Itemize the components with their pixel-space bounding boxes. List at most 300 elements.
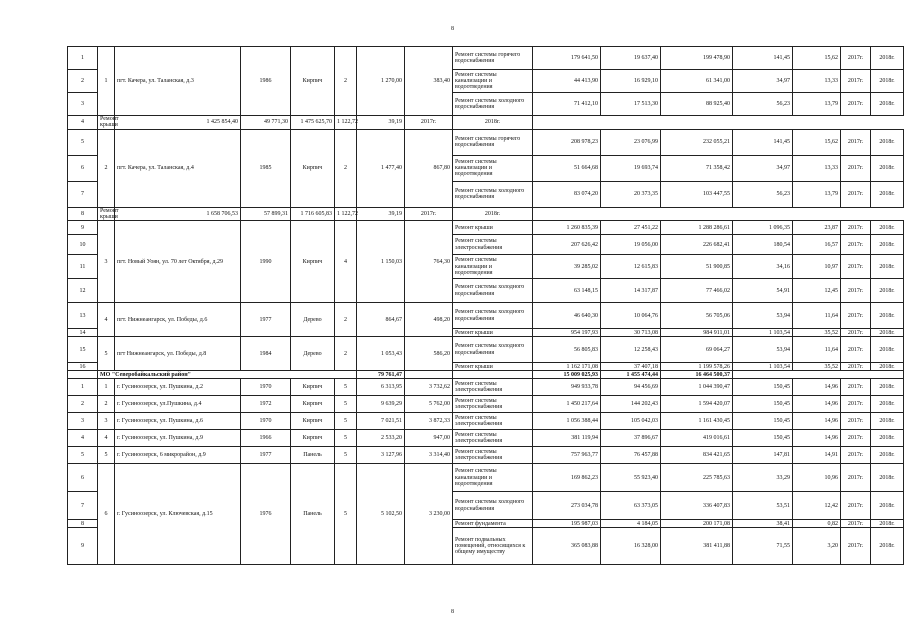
cost-3: 1 594 420,07 (661, 396, 733, 413)
cost-1: 1 658 706,53 (115, 207, 241, 221)
floors: 5 (335, 413, 357, 430)
cost-2: 23 076,99 (601, 129, 661, 155)
total-area: 1 150,03 (357, 221, 405, 303)
cost-3: 71 358,42 (661, 155, 733, 181)
row-number: 6 (68, 155, 98, 181)
work-type: Ремонт системы канализации и водоотведения (453, 255, 533, 279)
total-area: 9 639,29 (357, 396, 405, 413)
row-number: 2 (68, 396, 98, 413)
cost-1: 51 664,68 (533, 155, 601, 181)
cost-2: 19 637,40 (601, 47, 661, 70)
year-start: 2017г. (841, 221, 871, 235)
house-number: 4 (98, 430, 115, 447)
work-type: Ремонт системы канализации и водоотведения (453, 155, 533, 181)
row-number: 8 (68, 207, 98, 221)
row-number: 8 (68, 520, 98, 528)
row-number: 3 (68, 413, 98, 430)
total-area: 5 102,50 (357, 464, 405, 565)
year-end: 2018г. (871, 528, 904, 565)
build-year: 1984 (241, 337, 291, 371)
unit-cost-2: 14,96 (793, 413, 841, 430)
cost-2: 19 056,00 (601, 235, 661, 255)
cost-3: 200 171,08 (661, 520, 733, 528)
wall-material: Панель (291, 464, 335, 565)
house-number: 5 (98, 337, 115, 371)
unit-cost-2: 14,96 (793, 379, 841, 396)
year-start: 2017г. (405, 207, 453, 221)
unit-cost-2: 11,64 (793, 303, 841, 329)
cost-3: 232 055,21 (661, 129, 733, 155)
house-address: г. Гусиноозерск, ул.Пушкина, д.4 (115, 396, 241, 413)
row-number: 14 (68, 329, 98, 337)
cost-2: 19 693,74 (601, 155, 661, 181)
unit-cost-2: 16,57 (793, 235, 841, 255)
unit-cost-2: 23,87 (793, 221, 841, 235)
row-number: 5 (68, 447, 98, 464)
year-start: 2017г. (841, 337, 871, 363)
unit-cost-2: 35,52 (793, 329, 841, 337)
unit-cost-2: 13,33 (793, 155, 841, 181)
cost-3: 336 407,83 (661, 492, 733, 520)
build-year: 1972 (241, 396, 291, 413)
year-start: 2017г. (841, 492, 871, 520)
house-address: г. Гусиноозерск, 6 микрорайон, д.9 (115, 447, 241, 464)
cell-empty (405, 371, 453, 379)
table-row (68, 116, 904, 130)
house-address: пгт. Качера, ул. Таланская, д.4 (115, 129, 241, 207)
year-end: 2018г. (871, 379, 904, 396)
cost-1: 83 074,20 (533, 181, 601, 207)
cost-3: 1 044 390,47 (661, 379, 733, 396)
table-row (68, 47, 904, 70)
unit-cost-1: 141,45 (733, 47, 793, 70)
table-row (68, 396, 904, 413)
unit-cost-1: 147,81 (733, 447, 793, 464)
unit-cost-2: 11,64 (793, 337, 841, 363)
unit-cost-1: 56,23 (733, 181, 793, 207)
unit-cost-1: 33,29 (733, 464, 793, 492)
cost-3: 1 161 430,45 (661, 413, 733, 430)
house-address: г. Гусиноозерск, ул. Ключевская, д.15 (115, 464, 241, 565)
floors: 5 (335, 379, 357, 396)
year-end: 2018г. (871, 520, 904, 528)
house-number: 5 (98, 447, 115, 464)
cost-2: 55 923,40 (601, 464, 661, 492)
year-end: 2018г. (871, 155, 904, 181)
row-number: 4 (68, 430, 98, 447)
total-area: 1 270,00 (357, 47, 405, 116)
year-end: 2018г. (453, 116, 533, 130)
year-end: 2018г. (871, 221, 904, 235)
unit-cost-1: 53,94 (733, 303, 793, 329)
cost-1: 273 034,78 (533, 492, 601, 520)
unit-cost-1: 34,16 (733, 255, 793, 279)
year-start: 2017г. (841, 329, 871, 337)
build-year: 1977 (241, 447, 291, 464)
cost-3: 88 925,40 (661, 93, 733, 116)
work-type: Ремонт крыши (98, 116, 115, 130)
cost-2: 94 456,69 (601, 379, 661, 396)
year-start: 2017г. (841, 379, 871, 396)
unit-cost-1: 1 122,72 (335, 207, 357, 221)
unit-cost-1: 150,45 (733, 413, 793, 430)
cost-1: 44 413,90 (533, 70, 601, 93)
floors: 5 (335, 464, 357, 565)
unit-cost-1: 1 096,35 (733, 221, 793, 235)
house-number: 4 (98, 303, 115, 337)
work-type: Ремонт системы холодного водоснабжения (453, 279, 533, 303)
wall-material: Дерево (291, 303, 335, 337)
row-number: 1 (68, 379, 98, 396)
cost-2: 12 615,83 (601, 255, 661, 279)
unit-cost-2: 15,62 (793, 47, 841, 70)
living-area: 498,20 (405, 303, 453, 337)
year-start: 2017г. (841, 47, 871, 70)
cost-2: 10 064,76 (601, 303, 661, 329)
year-end: 2018г. (871, 430, 904, 447)
cost-3: 226 682,41 (661, 235, 733, 255)
year-end: 2018г. (871, 47, 904, 70)
wall-material: Кирпич (291, 221, 335, 303)
municipality-row (68, 371, 904, 379)
house-address: г. Гусиноозерск, ул. Пушкина, д.2 (115, 379, 241, 396)
year-start: 2017г. (841, 155, 871, 181)
unit-cost-1: 34,97 (733, 70, 793, 93)
row-number: 1 (68, 47, 98, 70)
unit-cost-1: 141,45 (733, 129, 793, 155)
work-type: Ремонт системы холодного водоснабжения (453, 93, 533, 116)
cost-3: 381 411,88 (661, 528, 733, 565)
unit-cost-2: 10,97 (793, 255, 841, 279)
work-type: Ремонт системы холодного водоснабжения (453, 492, 533, 520)
living-area: 3 314,40 (405, 447, 453, 464)
house-number: 1 (98, 47, 115, 116)
build-year: 1985 (241, 129, 291, 207)
table-row (68, 379, 904, 396)
year-start: 2017г. (841, 303, 871, 329)
unit-cost-2: 13,79 (793, 181, 841, 207)
cost-3: 61 341,00 (661, 70, 733, 93)
cost-2: 76 457,88 (601, 447, 661, 464)
cost-1: 1 425 854,40 (115, 116, 241, 130)
floors: 5 (335, 396, 357, 413)
year-start: 2017г. (841, 70, 871, 93)
row-number: 4 (68, 116, 98, 130)
unit-cost-1: 54,91 (733, 279, 793, 303)
year-end: 2018г. (871, 413, 904, 430)
work-type: Ремонт системы электроснабжения (453, 396, 533, 413)
living-area: 3 230,00 (405, 464, 453, 565)
cost-1: 39 285,02 (533, 255, 601, 279)
cell-empty (68, 371, 98, 379)
row-number: 7 (68, 492, 98, 520)
repair-schedule-table (67, 46, 904, 565)
cost-3: 834 421,65 (661, 447, 733, 464)
year-start: 2017г. (841, 129, 871, 155)
cost-1: 63 148,15 (533, 279, 601, 303)
year-end: 2018г. (871, 255, 904, 279)
work-type: Ремонт системы холодного водоснабжения (453, 337, 533, 363)
living-area: 947,00 (405, 430, 453, 447)
unit-cost-1: 1 103,54 (733, 363, 793, 371)
house-address: г. Гусиноозерск, ул. Пушкина, д.9 (115, 430, 241, 447)
year-start: 2017г. (841, 520, 871, 528)
table-row (68, 337, 904, 363)
unit-cost-2: 14,96 (793, 430, 841, 447)
wall-material: Кирпич (291, 430, 335, 447)
cost-1: 179 641,50 (533, 47, 601, 70)
total-area: 864,67 (357, 303, 405, 337)
living-area: 867,80 (405, 129, 453, 207)
unit-cost-2: 14,91 (793, 447, 841, 464)
cost-3: 1 199 578,26 (661, 363, 733, 371)
unit-cost-1: 53,94 (733, 337, 793, 363)
cost-2: 14 317,87 (601, 279, 661, 303)
build-year: 1970 (241, 379, 291, 396)
table-row (68, 447, 904, 464)
row-number: 5 (68, 129, 98, 155)
house-number: 3 (98, 413, 115, 430)
floors: 2 (335, 337, 357, 371)
total-area: 1 053,43 (357, 337, 405, 371)
total-area: 3 127,96 (357, 447, 405, 464)
unit-cost-1: 150,45 (733, 396, 793, 413)
cost-2: 49 771,30 (241, 116, 291, 130)
work-type: Ремонт крыши (98, 207, 115, 221)
year-end: 2018г. (871, 70, 904, 93)
total-area: 2 533,20 (357, 430, 405, 447)
year-end: 2018г. (871, 492, 904, 520)
floors: 2 (335, 303, 357, 337)
unit-cost-2: 0,82 (793, 520, 841, 528)
work-type: Ремонт системы холодного водоснабжения (453, 303, 533, 329)
cost-1: 195 987,03 (533, 520, 601, 528)
year-end: 2018г. (871, 129, 904, 155)
year-end: 2018г. (453, 207, 533, 221)
cost-3: 1 288 286,61 (661, 221, 733, 235)
build-year: 1986 (241, 47, 291, 116)
cost-3: 1 475 625,70 (291, 116, 335, 130)
page-number-bottom: 8 (451, 609, 454, 615)
year-start: 2017г. (841, 363, 871, 371)
cost-2: 27 451,22 (601, 221, 661, 235)
living-area: 586,20 (405, 337, 453, 371)
cost-2: 144 202,43 (601, 396, 661, 413)
cost-3: 56 705,06 (661, 303, 733, 329)
work-type: Ремонт системы электроснабжения (453, 447, 533, 464)
unit-cost-2: 39,19 (357, 116, 405, 130)
work-type: Ремонт системы горячего водоснабжения (453, 129, 533, 155)
build-year: 1966 (241, 430, 291, 447)
year-start: 2017г. (841, 181, 871, 207)
build-year: 1970 (241, 413, 291, 430)
work-type: Ремонт системы канализации и водоотведения (453, 70, 533, 93)
cost-1: 1 056 388,44 (533, 413, 601, 430)
house-number: 2 (98, 396, 115, 413)
year-end: 2018г. (871, 329, 904, 337)
year-start: 2017г. (841, 464, 871, 492)
unit-cost-1: 150,45 (733, 379, 793, 396)
unit-cost-1: 53,51 (733, 492, 793, 520)
wall-material: Дерево (291, 337, 335, 371)
wall-material: Кирпич (291, 129, 335, 207)
table-row (68, 464, 904, 492)
table-row (68, 207, 904, 221)
table-row (68, 129, 904, 155)
living-area: 5 762,00 (405, 396, 453, 413)
house-address: пгт. Качера, ул. Таланская, д.3 (115, 47, 241, 116)
house-address: пгт Нижнеангарск, ул. Победы, д.8 (115, 337, 241, 371)
floors: 2 (335, 129, 357, 207)
cost-3: 199 478,90 (661, 47, 733, 70)
floors: 4 (335, 221, 357, 303)
build-year: 1976 (241, 464, 291, 565)
cost-3: 77 466,02 (661, 279, 733, 303)
total-area: 7 021,51 (357, 413, 405, 430)
cost-1: 949 933,78 (533, 379, 601, 396)
unit-cost-2: 12,42 (793, 492, 841, 520)
year-end: 2018г. (871, 279, 904, 303)
year-start: 2017г. (841, 279, 871, 303)
year-end: 2018г. (871, 235, 904, 255)
living-area: 764,30 (405, 221, 453, 303)
work-type: Ремонт системы электроснабжения (453, 379, 533, 396)
page-number-top: 8 (451, 26, 454, 32)
row-number: 2 (68, 70, 98, 93)
total-cost-1: 15 009 025,93 (533, 371, 601, 379)
year-end: 2018г. (871, 363, 904, 371)
cost-1: 381 119,94 (533, 430, 601, 447)
work-type: Ремонт системы электроснабжения (453, 413, 533, 430)
work-type: Ремонт крыши (453, 329, 533, 337)
work-type: Ремонт системы канализации и водоотведения (453, 464, 533, 492)
cell-empty (453, 371, 533, 379)
floors: 5 (335, 430, 357, 447)
cost-3: 419 016,61 (661, 430, 733, 447)
row-number: 9 (68, 528, 98, 565)
house-number: 6 (98, 464, 115, 565)
year-start: 2017г. (841, 430, 871, 447)
table-row (68, 221, 904, 235)
unit-cost-1: 56,23 (733, 93, 793, 116)
cost-2: 30 713,08 (601, 329, 661, 337)
total-cost-3: 16 464 500,37 (661, 371, 733, 379)
cost-2: 17 513,30 (601, 93, 661, 116)
cost-3: 69 064,27 (661, 337, 733, 363)
work-type: Ремонт системы холодного водоснабжения (453, 181, 533, 207)
cost-3: 225 785,63 (661, 464, 733, 492)
cost-1: 365 083,88 (533, 528, 601, 565)
row-number: 3 (68, 93, 98, 116)
year-start: 2017г. (841, 235, 871, 255)
cost-1: 207 626,42 (533, 235, 601, 255)
cost-2: 105 042,03 (601, 413, 661, 430)
year-end: 2018г. (871, 93, 904, 116)
cost-1: 1 260 835,39 (533, 221, 601, 235)
house-address: г. Гусиноозерск, ул. Пушкина, д.6 (115, 413, 241, 430)
cost-3: 51 900,85 (661, 255, 733, 279)
row-number: 6 (68, 464, 98, 492)
cost-3: 103 447,55 (661, 181, 733, 207)
cost-1: 1 450 217,64 (533, 396, 601, 413)
work-type: Ремонт системы горячего водоснабжения (453, 47, 533, 70)
cost-1: 46 640,30 (533, 303, 601, 329)
cost-2: 37 896,67 (601, 430, 661, 447)
year-end: 2018г. (871, 303, 904, 329)
row-number: 9 (68, 221, 98, 235)
unit-cost-1: 38,41 (733, 520, 793, 528)
cost-2: 12 258,43 (601, 337, 661, 363)
work-type: Ремонт системы электроснабжения (453, 235, 533, 255)
row-number: 7 (68, 181, 98, 207)
house-number: 3 (98, 221, 115, 303)
house-address: пгт. Нижнеангарск, ул. Победы, д.6 (115, 303, 241, 337)
year-start: 2017г. (841, 447, 871, 464)
year-end: 2018г. (871, 396, 904, 413)
cost-1: 56 805,83 (533, 337, 601, 363)
unit-cost-2: 14,96 (793, 396, 841, 413)
cost-2: 63 373,05 (601, 492, 661, 520)
unit-cost-1: 180,54 (733, 235, 793, 255)
unit-cost-1: 34,97 (733, 155, 793, 181)
wall-material: Кирпич (291, 396, 335, 413)
unit-cost-2: 12,45 (793, 279, 841, 303)
cell-empty (733, 371, 904, 379)
cost-2: 16 328,00 (601, 528, 661, 565)
build-year: 1977 (241, 303, 291, 337)
year-start: 2017г. (841, 93, 871, 116)
build-year: 1990 (241, 221, 291, 303)
row-number: 12 (68, 279, 98, 303)
living-area: 383,40 (405, 47, 453, 116)
year-end: 2018г. (871, 181, 904, 207)
unit-cost-2: 35,52 (793, 363, 841, 371)
unit-cost-2: 13,79 (793, 93, 841, 116)
year-start: 2017г. (841, 528, 871, 565)
house-number: 1 (98, 379, 115, 396)
cost-2: 16 929,10 (601, 70, 661, 93)
total-cost-2: 1 455 474,44 (601, 371, 661, 379)
cost-1: 71 412,10 (533, 93, 601, 116)
table-row (68, 430, 904, 447)
year-start: 2017г. (841, 255, 871, 279)
house-address: пгт. Новый Уоян, ул. 70 лет Октября, д.29 (115, 221, 241, 303)
unit-cost-1: 1 122,72 (335, 116, 357, 130)
row-number: 10 (68, 235, 98, 255)
total-area: 1 477,40 (357, 129, 405, 207)
work-type: Ремонт подвальных помещений, относящихся к общему имуществу (453, 528, 533, 565)
living-area: 3 872,33 (405, 413, 453, 430)
cost-2: 4 184,05 (601, 520, 661, 528)
unit-cost-2: 10,96 (793, 464, 841, 492)
wall-material: Кирпич (291, 379, 335, 396)
unit-cost-1: 1 103,54 (733, 329, 793, 337)
year-end: 2018г. (871, 464, 904, 492)
unit-cost-2: 15,62 (793, 129, 841, 155)
cost-2: 20 373,35 (601, 181, 661, 207)
unit-cost-1: 71,55 (733, 528, 793, 565)
unit-cost-1: 150,45 (733, 430, 793, 447)
total-area: 79 761,47 (357, 371, 405, 379)
wall-material: Кирпич (291, 47, 335, 116)
row-number: 16 (68, 363, 98, 371)
total-area: 6 313,95 (357, 379, 405, 396)
year-start: 2017г. (841, 413, 871, 430)
work-type: Ремонт крыши (453, 363, 533, 371)
table-row (68, 413, 904, 430)
living-area: 3 732,62 (405, 379, 453, 396)
year-start: 2017г. (841, 396, 871, 413)
